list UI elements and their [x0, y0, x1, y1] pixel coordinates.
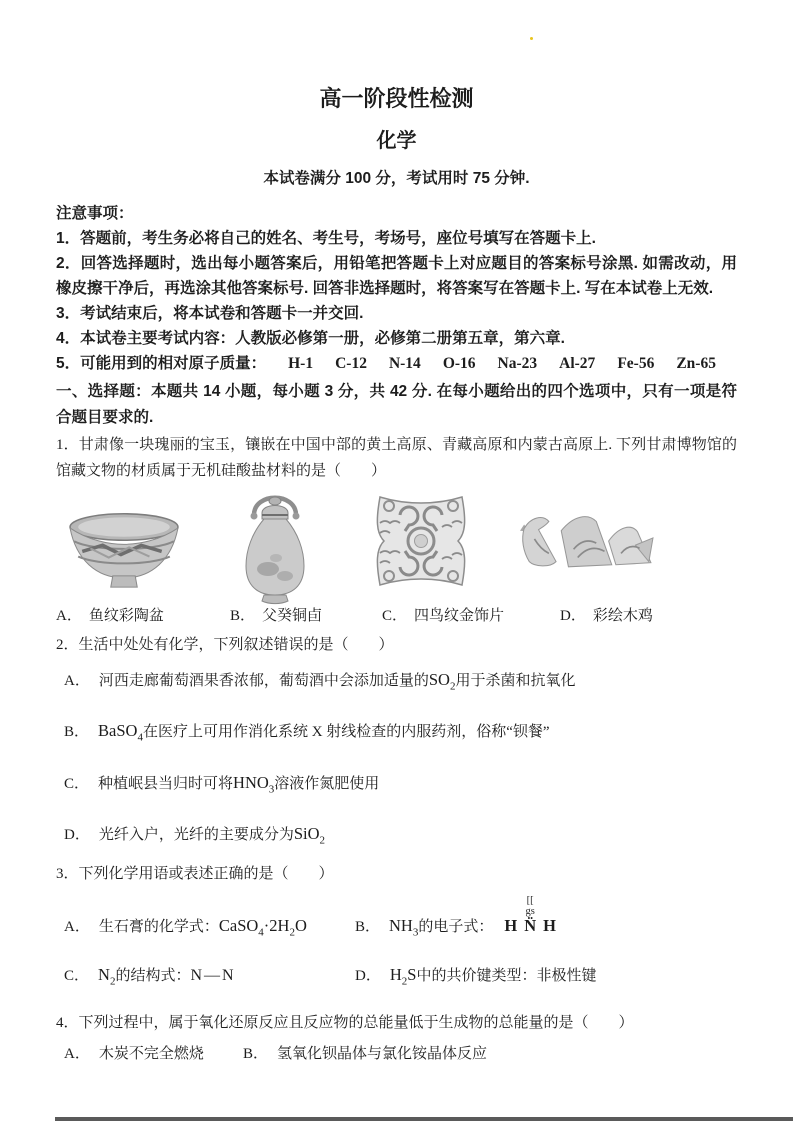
option-letter: B． [230, 608, 256, 624]
option-letter: A． [64, 919, 90, 936]
question-3-stem: 3．下列化学用语或表述正确的是（ ） [56, 866, 334, 883]
option-letter: D． [560, 608, 586, 624]
exam-info-line: 本试卷满分 100 分，考试用时 75 分钟. [263, 170, 530, 187]
q2-option-c [56, 772, 737, 800]
option-letter: B． [243, 1045, 269, 1062]
option-text: 木炭不完全燃烧 [98, 1045, 204, 1062]
chemical-formula-baso4: BaSO$_4$ [98, 721, 143, 744]
option-letter: C． [64, 968, 90, 985]
option-letter: A． [64, 673, 90, 689]
q1-option-c-label [382, 604, 504, 625]
atomic-masses-prefix: 5．可能用到的相对原子质量： [56, 355, 267, 372]
option-text: 生石膏的化学式： [98, 919, 219, 936]
atomic-mass-C: C-12 [335, 355, 367, 372]
option-letter: C． [64, 775, 90, 792]
chemical-formula-n2: $N_2$ [98, 965, 116, 988]
painted-wooden-chicken-image [520, 508, 654, 572]
atomic-mass-Al: Al-27 [559, 355, 596, 372]
question-4-stem: 4．下列过程中，属于氧化还原反应且反应物的总能量低于生成物的总能量的是（ ） [56, 1014, 634, 1031]
option-text: 彩绘木鸡 [592, 608, 653, 624]
option-text: 氢氧化钡晶体与氯化铵晶体反应 [277, 1045, 488, 1062]
nh3-electron-formula [497, 895, 563, 936]
chemical-formula-hno3: $HNO_3$ [233, 772, 275, 795]
option-text: 中的共价键类型：非极性键 [416, 968, 597, 985]
option-text: 用于杀菌和抗氧化 [455, 673, 576, 689]
question-2-stem: 2．生活中处处有化学，下列叙述错误的是（ ） [56, 637, 394, 653]
option-text: 的结构式： [115, 968, 191, 985]
note-item-2: 2．回答选择题时，选出每小题答案后，用铅笔把答题卡上对应题目的答案标号涂黑. 如需改动，用橡皮擦干净后，再选涂其他答案标号. 回答非选择题时，将答案写在答题卡上. 写在本试卷上无效. [56, 255, 737, 297]
option-letter: C． [382, 608, 408, 624]
q1-option-b-label [230, 604, 322, 625]
q2-option-b [56, 720, 737, 748]
bronze-you-vessel-image [242, 488, 308, 606]
option-text: 种植岷县当归时可将 [98, 775, 234, 792]
next-page-edge-bar [55, 1117, 793, 1121]
ef-nitrogen: N̈ [524, 916, 537, 936]
option-text: 鱼纹彩陶盆 [88, 608, 164, 624]
question-1-stem: 1．甘肃像一块瑰丽的宝玉，镶嵌在中国中部的黄土高原、青藏高原和内蒙古高原上. 下列甘肃博物馆的馆藏文物的材质属于无机硅酸盐材料的是（ ） [56, 437, 737, 479]
option-text: 四鸟纹金饰片 [414, 608, 505, 624]
ef-nitrogen-stack [524, 895, 536, 935]
chemical-formula-so2: $SO_2$ [428, 670, 456, 693]
option-text: 溶液作氮肥使用 [274, 775, 380, 792]
chemical-formula-nh3: $NH_3$ [389, 916, 419, 939]
note-item-3: 3．考试结束后，将本试卷和答题卡一并交回. [56, 305, 364, 322]
q1-option-d-label [560, 604, 653, 625]
atomic-mass-N: N-14 [388, 355, 421, 372]
atomic-mass-Fe: Fe-56 [617, 355, 655, 372]
q3-option-a [64, 915, 355, 938]
option-letter: A． [64, 1045, 90, 1062]
q3-options-row-cd [56, 964, 737, 987]
chemical-formula-sio2: SiO$_2$ [293, 823, 326, 847]
ef-hydrogen-right: H [543, 916, 556, 936]
ef-hydrogen-left: H [504, 916, 518, 936]
q3-option-c [64, 964, 355, 987]
scan-artifact-dot [530, 37, 533, 40]
option-text: 的电子式： [418, 919, 494, 936]
q3-options-row-ab [56, 895, 737, 938]
option-text: 光纤入户，光纤的主要成分为 [98, 826, 294, 843]
option-letter: A． [56, 608, 82, 624]
q3-option-b [355, 895, 563, 938]
painted-pottery-basin-image [68, 510, 180, 598]
four-bird-gold-ornament-image [372, 492, 470, 590]
option-text: 在医疗上可用作消化系统 X 射线检查的内服药剂，俗称“钡餐” [142, 724, 550, 741]
ef-scan-glyph-mid: gs [525, 906, 535, 918]
q2-option-a [56, 669, 737, 697]
note-item-1: 1．答题前，考生务必将自己的姓名、考生号，考场号，座位号填写在答题卡上. [56, 230, 596, 247]
atomic-mass-H: H-1 [288, 355, 314, 372]
option-text: 父癸铜卣 [262, 608, 323, 624]
q4-option-a [64, 1043, 243, 1065]
note-item-5-atomic-masses [56, 351, 737, 376]
option-letter: B． [355, 919, 381, 936]
exam-subject: 化学 [376, 130, 417, 152]
q3-option-d [355, 964, 596, 987]
atomic-mass-O: O-16 [442, 355, 476, 372]
atomic-mass-Na: Na-23 [497, 355, 538, 372]
chemical-formula-caso4-2h2o: $CaSO_4\cdot 2H_2O$ [218, 916, 307, 939]
option-letter: B． [64, 724, 90, 741]
q4-options-row-ab [56, 1043, 737, 1065]
option-letter: D． [64, 826, 90, 843]
ef-scan-glyph-top: [[ [526, 895, 534, 907]
q2-option-d [56, 823, 737, 851]
section-1-heading: 一、选择题：本题共 14 小题，每小题 3 分，共 42 分. 在每小题给出的四个选项中，只有一项是符合题目要求的. [56, 383, 737, 426]
option-text: 河西走廊葡萄酒果香浓郁，葡萄酒中会添加适量的 [98, 673, 429, 689]
note-item-4: 4．本试卷主要考试内容：人教版必修第一册，必修第二册第五章，第六章. [56, 330, 565, 347]
exam-title: 高一阶段性检测 [319, 86, 474, 111]
option-letter: D． [355, 968, 381, 985]
q1-option-a-label [56, 604, 164, 625]
atomic-mass-Zn: Zn-65 [676, 355, 716, 372]
notes-heading: 注意事项： [56, 205, 134, 222]
q4-option-b [243, 1043, 487, 1065]
n2-structural-formula: N—N [190, 967, 236, 985]
question-1-figures [56, 486, 737, 632]
chemical-formula-h2s: $H_2S$ [389, 965, 417, 988]
